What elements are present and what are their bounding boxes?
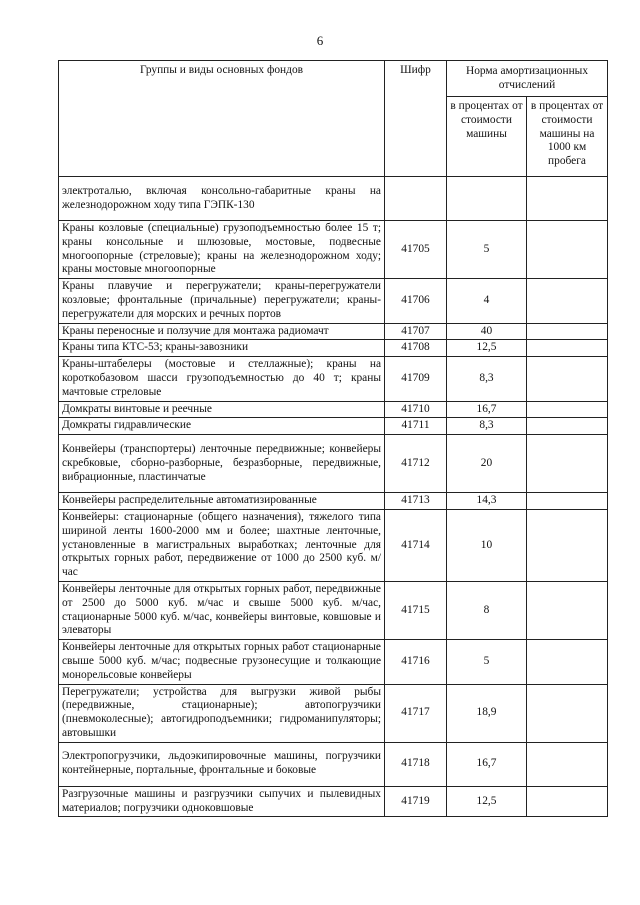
header-fund-groups: Группы и виды основных фондов xyxy=(59,61,385,177)
rate-km-cell xyxy=(527,221,608,279)
code-cell xyxy=(385,177,447,221)
rate-cell: 16,7 xyxy=(447,401,527,418)
fund-name-cell: Краны плавучие и перегружатели; краны-перегружатели козловые; фронтальные (причальные) перегружатели; краны-перегружатели для морских и речных портов xyxy=(59,279,385,323)
code-cell: 41705 xyxy=(385,221,447,279)
code-cell: 41716 xyxy=(385,640,447,684)
rate-cell: 20 xyxy=(447,435,527,493)
rate-km-cell xyxy=(527,742,608,786)
rate-cell: 16,7 xyxy=(447,742,527,786)
amortization-table xyxy=(58,60,608,817)
rate-km-cell xyxy=(527,684,608,742)
page-number: 6 xyxy=(316,33,324,48)
table-row xyxy=(59,401,608,418)
rate-km-cell xyxy=(527,279,608,323)
code-cell: 41710 xyxy=(385,401,447,418)
code-cell: 41715 xyxy=(385,581,447,639)
table-row xyxy=(59,509,608,581)
header-code: Шифр xyxy=(385,61,447,177)
fund-name-cell: Конвейеры ленточные для открытых горных работ, передвижные от 2500 до 5000 куб. м/час и свыше 5000 куб. м/час, стационарные 5000 куб. м/час, конвейеры винтовые, ковшовые и элеваторы xyxy=(59,581,385,639)
table-row xyxy=(59,581,608,639)
table-row xyxy=(59,323,608,340)
rate-km-cell xyxy=(527,401,608,418)
rate-cell: 8 xyxy=(447,581,527,639)
fund-name-cell: Конвейеры распределительные автоматизированные xyxy=(59,493,385,510)
rate-cell: 40 xyxy=(447,323,527,340)
rate-cell: 8,3 xyxy=(447,357,527,401)
rate-cell: 8,3 xyxy=(447,418,527,435)
fund-name-cell: Электропогрузчики, льдоэкипировочные машины, погрузчики контейнерные, портальные, фронтальные и боковые xyxy=(59,742,385,786)
fund-name-cell: Конвейеры: стационарные (общего назначения), тяжелого типа шириной ленты 1600-2000 мм и более; шахтные ленточные, установленные в магистральных выработках; ленточные для открытых горных работ, передвижение от 1000 до 2500 куб. м/час xyxy=(59,509,385,581)
table-row xyxy=(59,493,608,510)
rate-cell: 12,5 xyxy=(447,340,527,357)
fund-name-cell: электроталью, включая консольно-габаритные краны на железнодорожном ходу типа ГЭПК-130 xyxy=(59,177,385,221)
rate-cell xyxy=(447,177,527,221)
code-cell: 41712 xyxy=(385,435,447,493)
rate-km-cell xyxy=(527,786,608,817)
table-row xyxy=(59,340,608,357)
rate-cell: 10 xyxy=(447,509,527,581)
table-row xyxy=(59,435,608,493)
fund-name-cell: Разгрузочные машины и разгрузчики сыпучих и пылевидных материалов; погрузчики одноковшовые xyxy=(59,786,385,817)
table-row xyxy=(59,418,608,435)
table-row xyxy=(59,177,608,221)
table-row xyxy=(59,640,608,684)
table-row xyxy=(59,684,608,742)
fund-name-cell: Перегружатели; устройства для выгрузки живой рыбы (передвижные, стационарные); автопогрузчики (пневмоколесные); автогидроподъемники; гидроманипуляторы; автовышки xyxy=(59,684,385,742)
rate-km-cell xyxy=(527,435,608,493)
code-cell: 41709 xyxy=(385,357,447,401)
fund-name-cell: Конвейеры ленточные для открытых горных работ стационарные свыше 5000 куб. м/час; подвесные грузонесущие и толкающие монорельсовые конвейеры xyxy=(59,640,385,684)
header-norm-percent-per-1000km: в процентах от стоимости машины на 1000 км пробега xyxy=(527,97,608,177)
fund-name-cell: Домкраты гидравлические xyxy=(59,418,385,435)
fund-name-cell: Домкраты винтовые и реечные xyxy=(59,401,385,418)
table-row xyxy=(59,786,608,817)
fund-name-cell: Краны переносные и ползучие для монтажа радиомачт xyxy=(59,323,385,340)
code-cell: 41713 xyxy=(385,493,447,510)
rate-km-cell xyxy=(527,509,608,581)
rate-km-cell xyxy=(527,581,608,639)
rate-km-cell xyxy=(527,357,608,401)
code-cell: 41718 xyxy=(385,742,447,786)
table-row xyxy=(59,742,608,786)
code-cell: 41714 xyxy=(385,509,447,581)
code-cell: 41706 xyxy=(385,279,447,323)
fund-name-cell: Краны козловые (специальные) грузоподъемностью более 15 т; краны консольные и шлюзовые, мостовые, подвесные многоопорные (стреловые); краны на железнодорожном ходу; краны мостовые многоопорные xyxy=(59,221,385,279)
header-norm: Норма амортизационных отчислений xyxy=(447,61,608,97)
table-row xyxy=(59,221,608,279)
rate-cell: 5 xyxy=(447,640,527,684)
header-norm-percent-cost: в процентах от стоимости машины xyxy=(447,97,527,177)
rate-km-cell xyxy=(527,323,608,340)
table-row xyxy=(59,279,608,323)
rate-km-cell xyxy=(527,493,608,510)
rate-cell: 4 xyxy=(447,279,527,323)
code-cell: 41711 xyxy=(385,418,447,435)
fund-name-cell: Краны-штабелеры (мостовые и стеллажные); краны на короткобазовом шасси грузоподъемностью до 40 т; краны мачтовые стреловые xyxy=(59,357,385,401)
rate-cell: 18,9 xyxy=(447,684,527,742)
fund-name-cell: Краны типа КТС-53; краны-завозники xyxy=(59,340,385,357)
rate-km-cell xyxy=(527,177,608,221)
rate-cell: 14,3 xyxy=(447,493,527,510)
rate-km-cell xyxy=(527,640,608,684)
code-cell: 41707 xyxy=(385,323,447,340)
fund-name-cell: Конвейеры (транспортеры) ленточные передвижные; конвейеры скребковые, сборно-разборные, безразборные, передвижные, вибрационные, пластинчатые xyxy=(59,435,385,493)
rate-cell: 5 xyxy=(447,221,527,279)
code-cell: 41719 xyxy=(385,786,447,817)
code-cell: 41717 xyxy=(385,684,447,742)
rate-km-cell xyxy=(527,340,608,357)
rate-km-cell xyxy=(527,418,608,435)
rate-cell: 12,5 xyxy=(447,786,527,817)
code-cell: 41708 xyxy=(385,340,447,357)
table-row xyxy=(59,357,608,401)
